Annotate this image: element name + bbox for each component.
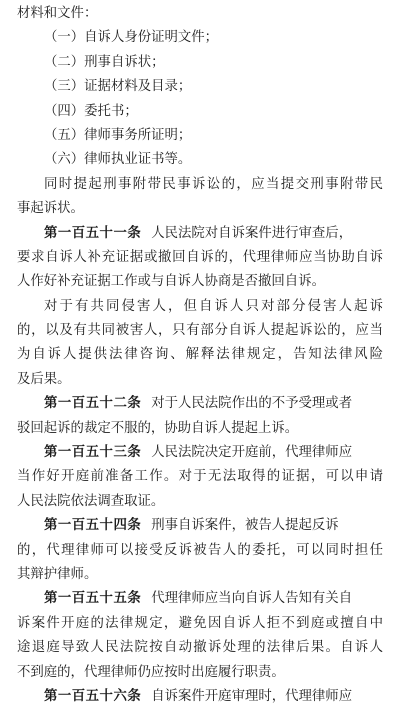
article-text: 刑事自诉案件，被告人提起反诉: [151, 518, 339, 534]
list-item: （五）律师事务所证明；: [44, 127, 192, 143]
article-text: 代理律师应当向自诉人告知有关自: [151, 591, 353, 607]
article-heading-153: [17, 441, 383, 465]
article-number: 第一百五十二条: [44, 396, 142, 412]
paragraph-line: 要求自诉人补充证据或撤回自诉的，代理律师应当协助自诉: [17, 249, 383, 265]
paragraph-line: 同时提起刑事附带民事诉讼的，应当提交刑事附带民: [44, 176, 383, 192]
list-item: （四）委托书；: [44, 103, 138, 119]
article-number: 第一百五十一条: [44, 225, 142, 241]
list-item: （一）自诉人身份证明文件；: [44, 30, 219, 46]
article-number: 第一百五十四条: [44, 518, 142, 534]
paragraph-line: 当作好开庭前准备工作。对于无法取得的证据，可以申请: [17, 469, 383, 485]
paragraph-line: 对于有共同侵害人，但自诉人只对部分侵害人起诉: [44, 298, 383, 314]
article-text: 对于人民法院作出的不予受理或者: [151, 396, 353, 412]
text-line: 材料和文件：: [17, 6, 98, 21]
paragraph-line: 不到庭的，代理律师仍应按时出庭履行职责。: [17, 664, 285, 680]
paragraph-line: 诉案件开庭的法律规定，避免因自诉人拒不到庭或擅自中: [17, 615, 383, 631]
paragraph-line: 途退庭导致人民法院按自动撤诉处理的法律后果。自诉人: [17, 640, 383, 656]
paragraph-line: 驳回起诉的裁定不服的，协助自诉人提起上诉。: [17, 420, 299, 436]
article-heading-155: [17, 587, 383, 611]
article-text: 人民法院对自诉案件进行审查后，: [151, 225, 353, 241]
article-text: 人民法院决定开庭前，代理律师应: [151, 445, 353, 461]
paragraph-line: 为自诉人提供法律咨询、解释法律规定，告知法律风险: [17, 347, 383, 363]
article-heading-156: [17, 685, 383, 709]
article-text: 自诉案件开庭审理时，代理律师应: [151, 688, 353, 704]
paragraph-line: 的，代理律师可以接受反诉被告人的委托，可以同时担任: [17, 542, 383, 558]
list-item: （三）证据材料及目录；: [44, 79, 192, 95]
article-heading-154: [17, 514, 383, 538]
article-heading-151: [17, 222, 383, 246]
paragraph-line: 人民法院依法调查取证。: [17, 493, 165, 509]
list-item: （六）律师执业证书等。: [44, 152, 192, 168]
paragraph-line: 及后果。: [17, 371, 71, 387]
paragraph-line: 人作好补充证据工作或与自诉人协商是否撤回自诉。: [17, 274, 325, 290]
paragraph-line: 其辩护律师。: [17, 566, 98, 582]
article-number: 第一百五十三条: [44, 445, 142, 461]
list-item: （二）刑事自诉状；: [44, 54, 165, 70]
paragraph-line: 的，以及有共同被害人，只有部分自诉人提起诉讼的，应当: [17, 323, 383, 339]
article-number: 第一百五十五条: [44, 591, 142, 607]
article-heading-152: [17, 392, 383, 416]
article-number: 第一百五十六条: [44, 688, 142, 704]
paragraph-line: 事起诉状。: [17, 201, 84, 217]
